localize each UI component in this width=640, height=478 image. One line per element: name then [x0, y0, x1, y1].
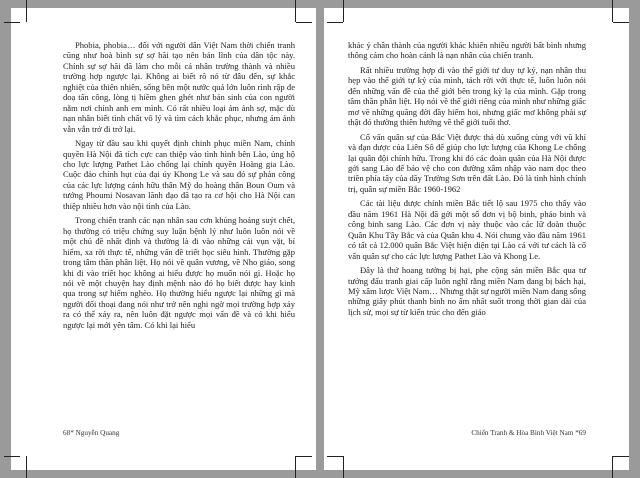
paragraph: Rất nhiều trường hợp đi vào thế giới tư duy tự kỷ, nạn nhân thu hẹp vào thế giới tự kỷ của mình, tách rời với thực tế, luôn luôn nói đến những vấn đề của thế giới bên trong kỳ lạ của mình. Gặp trong tâm thần phân liệt. Họ nói về thế giới riêng của mình như những giấc mơ về những quãng đời đầy hiếm hoi, nhưng giấc mơ không phải sự thật đó thường thiên hướng về thế giới tuổi thơ.: [348, 64, 586, 128]
left-page: [11, 8, 316, 470]
crop-mark: [343, 0, 344, 22]
crop-mark: [296, 22, 312, 23]
paragraph: Cố vấn quân sự của Bắc Việt được thả dù xuống cùng với vũ khí và đạn dược của Liên Sô để giúp cho lực lượng của Khong Le chống lại quân đội chính hữu. Trong khi đó các đoàn quân của Hà Nội được gởi sang Lào để bảo vệ cho con đường xâm nhập vào nam dọc theo triền phía tây của dãy Trường Sơn trên đất Lào. Đó là tình hình chính trị, quân sự miền Bắc 1960-1962: [348, 131, 586, 194]
crop-mark: [4, 456, 20, 457]
right-page-footer: Chiến Tranh & Hòa Bình Việt Nam *69: [471, 429, 586, 437]
right-page-body: [348, 40, 586, 321]
left-page-footer: 68* Nguyễn Quang: [63, 429, 120, 437]
paragraph: Đây là thứ hoang tưởng bị hại, phe cộng sản miền Bắc qua tư tưởng đấu tranh giai cấp luôn nghĩ rằng miền Nam đang bị bách hại, Mỹ xâm lược Việt Nam… Nhưng thật sự người miền Nam đang sống những giây phút thanh bình no ấm nhất suốt trong thời gian dài của lịch sử, mọi sự từ kiến trúc cho đến giáo: [348, 265, 586, 317]
crop-mark: [343, 456, 344, 478]
crop-mark: [327, 22, 343, 23]
crop-mark: [296, 456, 312, 457]
crop-mark: [295, 0, 296, 22]
crop-mark: [327, 456, 343, 457]
crop-mark: [613, 456, 629, 457]
paragraph: khác ý chân thành của người khác khiến nhiều người bất bình nhưng thông cảm cho hoàn cảnh là nạn nhân của chiến tranh.: [348, 40, 586, 61]
crop-mark: [612, 0, 613, 22]
paragraph: Các tài liệu được chính miền Bắc tiết lộ sau 1975 cho thấy vào đầu năm 1961 Hà Nội đã gởi một số đơn vị bộ binh, pháo binh và công binh sang Lào. Các đơn vị này thuộc vào các lữ đoàn thuộc Quân Khu Tây Bắc và của Quân khu 4. Nói chung vào đầu năm 1961 có tất cả 12.000 quân Bắc Việt hiện diện tại Lào cả với tư cách là cố vấn quân sự cho các lực lượng Pathet Lào và Khong Le.: [348, 198, 586, 261]
crop-mark: [295, 456, 296, 478]
paragraph: Phobia, phobia… đối với người dân Việt Nam thời chiến tranh cũng như hoà bình sự sợ hãi tạo nên bản lĩnh của dân tộc này. Chính sự sợ hãi đã làm cho mỗi cá nhân trường thành và nhiều trường hợp ngược lại. Không ai biết rõ nó từ đâu đến, sự khắc nghiệt của thiên nhiên, sống bên một nước quá lớn luôn rình rập đe doạ tấn công, lòng tị hiềm ghen ghét như bản sinh của con người nằm nơi chính anh em mình. Có rất nhiều loại ám ảnh sợ, mặc dù nạn nhân biết tình chất vô lý và tìm cách khắc phục, nhưng ám ảnh vẫn vẫn trở đi trở lại.: [63, 40, 295, 134]
crop-mark: [612, 456, 613, 478]
crop-mark: [613, 22, 629, 23]
left-page-body: [63, 40, 295, 334]
crop-mark: [26, 456, 27, 478]
paragraph: Ngay từ đầu sau khi quyết định chinh phục miền Nam, chính quyền Hà Nội đã tích cực can thiệp vào tình hình bên Lào, ủng hộ cho lực lượng Pathet Lào chống lại chính quyền Hoàng gia Lào. Cuộc đảo chính hụt của đại úy Khong Le và sau đó sự phản công của các lực lượng cánh hữu thân Mỹ do hoàng thân Boun Oum và tướng Phoumi Nosavan lãnh đạo đã tạo ra cơ hội cho Hà Nội can thiệp nhiều hơn vào nội tình của Lào.: [63, 138, 295, 211]
crop-mark: [4, 22, 20, 23]
crop-mark: [26, 0, 27, 22]
right-page: [324, 8, 629, 470]
paragraph: Trong chiến tranh các nạn nhân sau cơn khủng hoảng suýt chết, họ thường có triệu chứng suy luận bệnh lý như luôn luôn nói về một chủ đề nhất định và thường là đi vào những cái vụn vặt, bí hiểm, xa rời thực tế, những vấn đề triết học siêu hình. Thường gặp trong tâm thần phân liệt. Họ nói về quân vương, về Nho giáo, song khi đi vào triết học không ai hiểu được họ muốn nói gì. Hoặc họ nói về một chuyện hay định mệnh nào đó họ biết được hay kinh qua trong sự hiểm nghèo. Họ thường hiểu ngược lại những gì mà người đối thoại đang nói như trở nên nghi ngờ mọi trường hợp xảy ra có thể xảy ra, nên luôn đặt ngược mọi vấn đề và có khi hiểu ngược lại mới yên tâm. Có khi lại hiểu: [63, 215, 295, 330]
